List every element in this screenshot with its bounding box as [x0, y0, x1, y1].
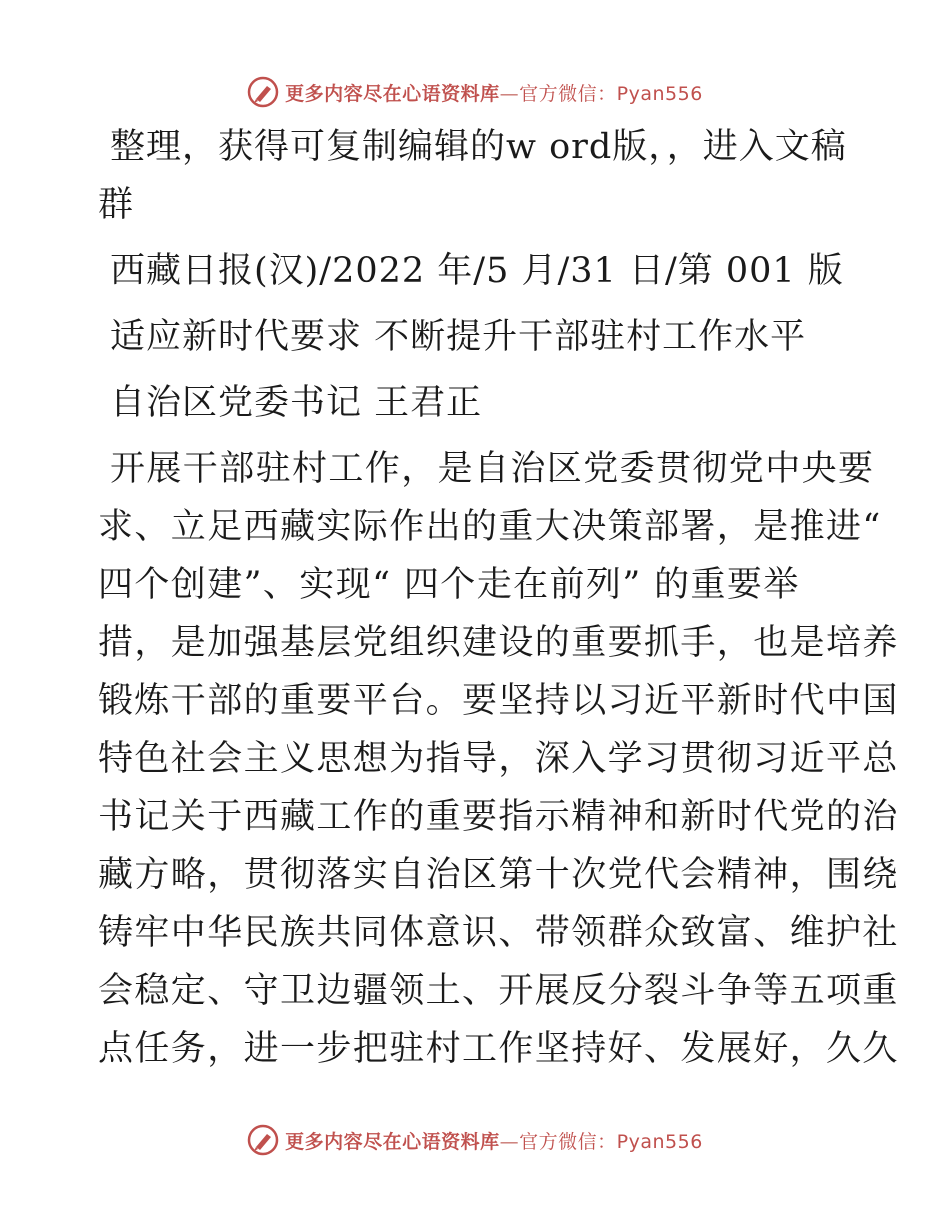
watermark-text — [285, 79, 703, 106]
intro-line-1: 整理，获得可复制编辑的w ord版，，进入文稿 — [110, 127, 847, 167]
paragraph-line: 点任务，进一步把驻村工作坚持好、发展好，久久 — [98, 1029, 899, 1069]
paragraph-line: 藏方略，贯彻落实自治区第十次党代会精神，围绕 — [98, 855, 899, 895]
watermark-tail: 官方微信：Pyan556 — [519, 1130, 703, 1153]
intro-line-2: 群 — [98, 185, 135, 225]
watermark-separator: — — [499, 82, 520, 105]
watermark-main: 更多内容尽在心语资料库 — [285, 1130, 500, 1153]
pen-logo-icon — [247, 76, 279, 108]
watermark-separator: — — [499, 1130, 520, 1153]
watermark-tail: 官方微信：Pyan556 — [519, 82, 703, 105]
watermark-banner-bottom — [0, 1120, 950, 1160]
paragraph-line: 措，是加强基层党组织建设的重要抓手，也是培养 — [98, 623, 899, 663]
paragraph-line: 锻炼干部的重要平台。要坚持以习近平新时代中国 — [98, 681, 899, 721]
document-body — [98, 118, 899, 1078]
pen-logo-icon — [247, 1124, 279, 1156]
paragraph-line: 开展干部驻村工作，是自治区党委贯彻党中央要 — [110, 449, 875, 489]
paragraph-line: 特色社会主义思想为指导，深入学习贯彻习近平总 — [98, 739, 899, 779]
watermark-main: 更多内容尽在心语资料库 — [285, 82, 500, 105]
article-author: 自治区党委书记 王君正 — [110, 383, 483, 423]
paragraph-line: 书记关于西藏工作的重要指示精神和新时代党的治 — [98, 797, 899, 837]
watermark-text — [285, 1127, 703, 1154]
watermark-banner-top — [0, 72, 950, 112]
paragraph-line: 四个创建”、实现“ 四个走在前列” 的重要举 — [98, 565, 800, 605]
paragraph-line: 会稳定、守卫边疆领土、开展反分裂斗争等五项重 — [98, 971, 899, 1011]
paragraph-line: 铸牢中华民族共同体意识、带领群众致富、维护社 — [98, 913, 899, 953]
article-title: 适应新时代要求 不断提升干部驻村工作水平 — [110, 317, 807, 357]
paragraph-line: 求、立足西藏实际作出的重大决策部署，是推进“ — [98, 507, 882, 547]
article-paragraph — [98, 440, 899, 1078]
source-line: 西藏日报(汉)/2022 年/5 月/31 日/第 001 版 — [110, 251, 844, 291]
